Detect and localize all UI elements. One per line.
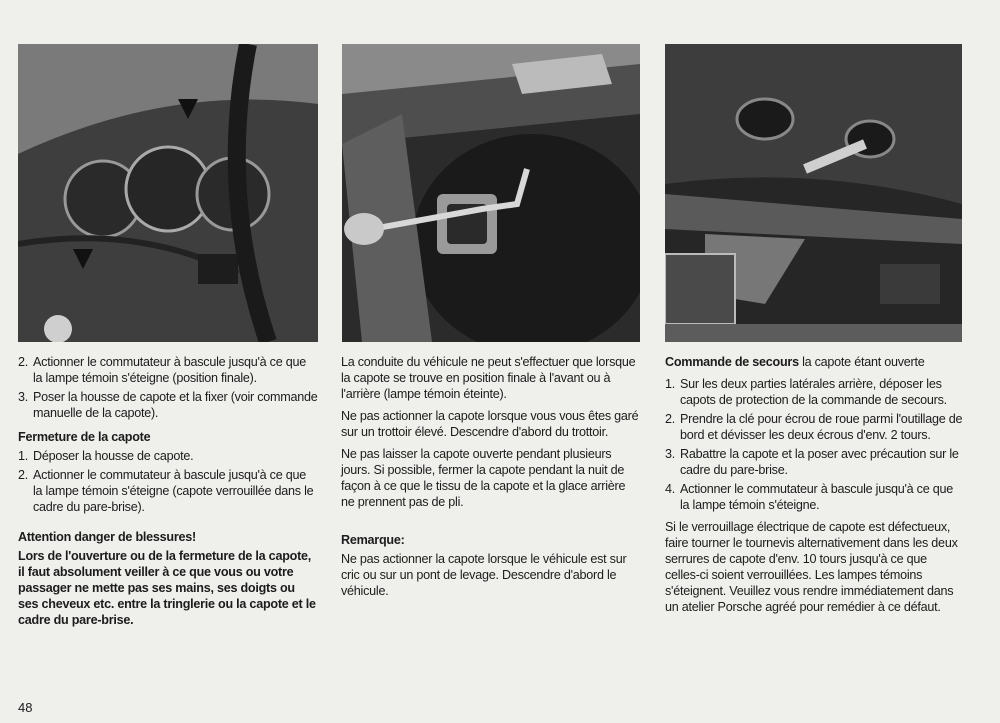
item-number: 1. (18, 449, 29, 463)
section-heading-close: Fermeture de la capote (18, 430, 151, 444)
list-item (18, 467, 318, 515)
remark-title: Remarque: (341, 533, 405, 547)
rear-seat-crank-photo (342, 44, 640, 342)
list-item (665, 481, 963, 513)
item-text: Prendre la clé pour écrou de roue parmi l'outillage de bord et dévisser les deux écrous d'env. 2 tours. (680, 412, 963, 442)
item-number: 2. (18, 468, 29, 482)
item-text: Actionner le commutateur à bascule jusqu'à ce que la lampe témoin s'éteigne (capote verrouillée dans le cadre du pare-brise). (33, 468, 314, 514)
paragraph: Si le verrouillage électrique de capote est défectueux, faire tourner le tournevis alternativement dans les deux serrures de capote d'env. 10 tours jusqu'à ce que celles-ci soient verrouillées. Les lampes témoins s'éteignent. Veuillez vous rendre immédiatement dans un atelier Porsche agréé pour remédier à ce défaut. (665, 520, 958, 614)
item-number: 2. (665, 412, 676, 426)
item-number: 2. (18, 355, 29, 369)
heading-rest: la capote étant ouverte (798, 355, 925, 369)
page-number: 48 (18, 700, 33, 715)
column-middle (341, 354, 641, 605)
top-latch-screwdriver-photo (665, 44, 962, 342)
item-text: Poser la housse de capote et la fixer (voir commande manuelle de la capote). (33, 390, 318, 420)
heading-bold: Commande de secours (665, 355, 799, 369)
column-right (665, 354, 963, 621)
paragraph: Ne pas laisser la capote ouverte pendant plusieurs jours. Si possible, fermer la capote pendant la nuit de façon à ce que le tissu de la capote et la glace arrière ne prennent pas de pli. (341, 447, 626, 509)
warning-text: Lors de l'ouverture ou de la fermeture de la capote, il faut absolument veiller à ce que vous ou votre passager ne mette pas ses mains, ses doigts ou ses cheveux etc. entre la tringlerie ou la capote et le cadre du pare-brise. (18, 549, 316, 627)
item-text: Sur les deux parties latérales arrière, déposer les capots de protection de la commande de secours. (680, 377, 947, 407)
item-number: 3. (18, 390, 29, 404)
list-item (665, 376, 963, 408)
item-text: Déposer la housse de capote. (33, 449, 194, 463)
item-number: 3. (665, 447, 676, 461)
item-text: Actionner le commutateur à bascule jusqu'à ce que la lampe témoin s'éteigne. (680, 482, 953, 512)
paragraph: Ne pas actionner la capote lorsque vous vous êtes garé sur un trottoir élevé. Descendre d'abord du trottoir. (341, 409, 639, 439)
dashboard-photo (18, 44, 318, 342)
list-item (665, 446, 963, 478)
item-text: Rabattre la capote et la poser avec précaution sur le cadre du pare-brise. (680, 447, 959, 477)
warning-title: Attention danger de blessures! (18, 530, 196, 544)
column-left (18, 354, 318, 634)
remark-text: Ne pas actionner la capote lorsque le véhicule est sur cric ou sur un pont de levage. Descendre d'abord le véhicule. (341, 552, 627, 598)
list-item (18, 354, 318, 386)
item-number: 1. (665, 377, 676, 391)
paragraph: La conduite du véhicule ne peut s'effectuer que lorsque la capote se trouve en position finale à l'avant ou à l'arrière (lampe témoin éteinte). (341, 355, 636, 401)
section-heading-emergency (665, 354, 963, 370)
list-item (665, 411, 963, 443)
item-number: 4. (665, 482, 676, 496)
list-item (18, 389, 318, 421)
list-item (18, 448, 318, 464)
item-text: Actionner le commutateur à bascule jusqu'à ce que la lampe témoin s'éteigne (position finale). (33, 355, 306, 385)
